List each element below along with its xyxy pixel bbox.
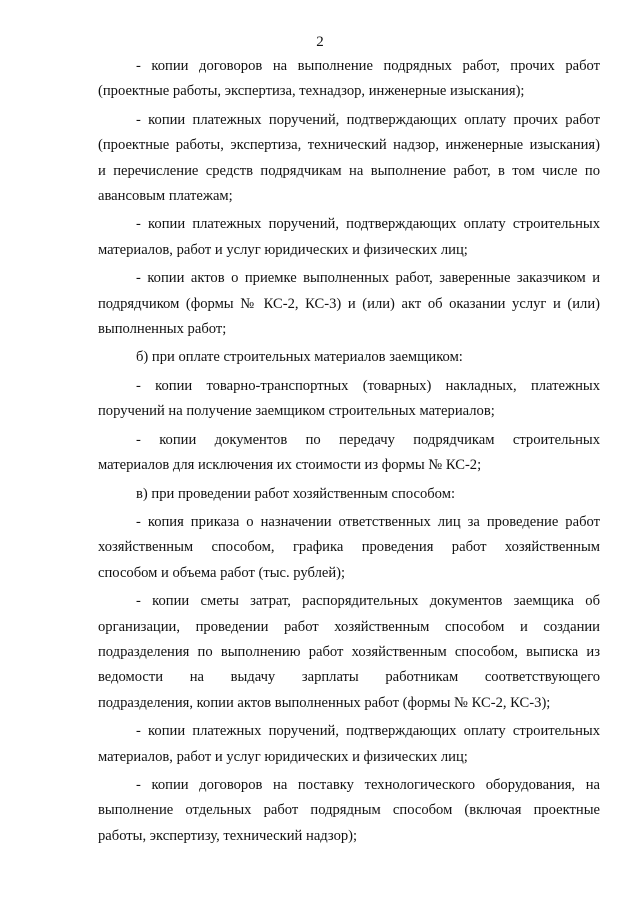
text-line: авансовым платежам; <box>98 188 233 205</box>
paragraph <box>98 719 600 770</box>
text-line: (проектные работы, экспертиза, технадзор, инженерные изыскания); <box>98 83 525 100</box>
text-line: материалов, работ и услуг юридических и физических лиц; <box>98 241 468 258</box>
document-body <box>98 54 600 852</box>
paragraph <box>98 428 600 479</box>
page-number: 2 <box>316 34 324 50</box>
text-line: (проектные работы, экспертиза, технический надзор, инженерные изыскания) <box>98 137 600 154</box>
text-line: - копии платежных поручений, подтверждающих оплату строительных <box>136 216 600 233</box>
text-line: подразделения по выполнению работ хозяйственным способом, выписка из <box>98 643 600 660</box>
text-line: - копии платежных поручений, подтверждающих оплату строительных <box>136 723 600 740</box>
text-line: - копии документов по передачу подрядчикам строительных <box>136 431 600 448</box>
paragraph <box>98 589 600 716</box>
paragraph <box>98 345 600 370</box>
text-line: ведомости на выдачу зарплаты работникам соответствующего <box>98 669 600 686</box>
text-line: работы, экспертизу, технический надзор); <box>98 827 358 844</box>
text-line: подразделения, копии актов выполненных работ (формы № КС-2, КС-3); <box>98 694 551 711</box>
text-line: - копия приказа о назначении ответственных лиц за проведение работ <box>136 513 600 530</box>
text-line: выполненных работ; <box>98 321 227 338</box>
text-line: - копии актов о приемке выполненных работ, заверенные заказчиком и <box>136 270 600 287</box>
text-line: - копии платежных поручений, подтверждающих оплату прочих работ <box>136 111 600 128</box>
text-line: материалов, работ и услуг юридических и физических лиц; <box>98 748 468 765</box>
paragraph <box>98 212 600 263</box>
paragraph <box>98 482 600 507</box>
paragraph <box>98 374 600 425</box>
text-line: - копии договоров на выполнение подрядных работ, прочих работ <box>136 58 600 74</box>
text-line: в) при проведении работ хозяйственным способом: <box>136 485 455 502</box>
paragraph <box>98 108 600 210</box>
text-line: - копии договоров на поставку технологического оборудования, на <box>136 776 600 793</box>
text-line: б) при оплате строительных материалов заемщиком: <box>136 349 463 366</box>
paragraph <box>98 510 600 586</box>
paragraph <box>98 266 600 342</box>
paragraph <box>98 54 600 105</box>
paragraph <box>98 773 600 849</box>
text-line: подрядчиком (формы № КС-2, КС-3) и (или) акт об оказании услуг и (или) <box>98 295 600 312</box>
text-line: хозяйственным способом, графика проведения работ хозяйственным <box>98 539 600 556</box>
text-line: - копии товарно-транспортных (товарных) накладных, платежных <box>136 377 600 394</box>
text-line: - копии сметы затрат, распорядительных документов заемщика об <box>136 593 600 610</box>
text-line: материалов для исключения их стоимости из формы № КС-2; <box>98 457 482 474</box>
text-line: выполнение отдельных работ подрядным способом (включая проектные <box>98 802 600 819</box>
text-line: способом и объема работ (тыс. рублей); <box>98 564 346 581</box>
text-line: поручений на получение заемщиком строительных материалов; <box>98 403 495 420</box>
text-line: и перечисление средств подрядчикам на выполнение работ, в том числе по <box>98 162 600 179</box>
text-line: организации, проведении работ хозяйственным способом и создании <box>98 618 600 635</box>
